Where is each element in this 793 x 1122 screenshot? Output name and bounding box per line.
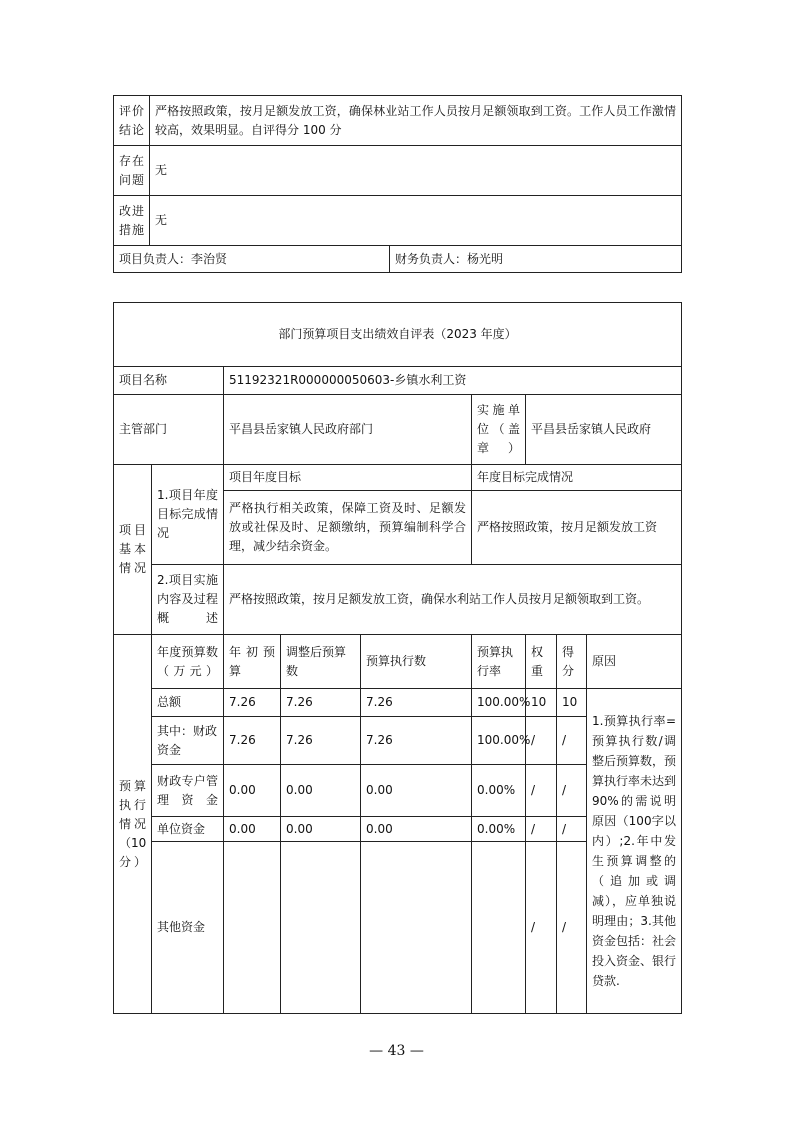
- finance-lead: 财务负责人：杨光明: [390, 246, 682, 273]
- row-executed: [361, 842, 472, 1014]
- row-initial: 0.00: [224, 765, 281, 817]
- issues-text: 无: [150, 146, 682, 196]
- goal-completion-header: 年度目标完成情况: [472, 465, 682, 491]
- row-rate: 100.00%: [472, 689, 526, 717]
- row-name: 单位资金: [152, 817, 224, 842]
- row-executed: 0.00: [361, 765, 472, 817]
- page-number: — 43 —: [369, 1043, 424, 1059]
- row-adjusted: 7.26: [281, 717, 361, 765]
- row-initial: 7.26: [224, 689, 281, 717]
- row-score: /: [557, 817, 587, 842]
- impl-unit: 平昌县岳家镇人民政府: [526, 395, 682, 465]
- performance-table: [113, 302, 682, 1014]
- row-initial: [224, 842, 281, 1014]
- row-weight: /: [526, 842, 557, 1014]
- initial-budget-header: 年初预算: [224, 635, 281, 689]
- score-header: 得分: [557, 635, 587, 689]
- dept-label: 主管部门: [114, 395, 224, 465]
- row-rate: 0.00%: [472, 817, 526, 842]
- row-name: 其他资金: [152, 842, 224, 1014]
- execution-rate-header: 预算执行率: [472, 635, 526, 689]
- row-adjusted: 0.00: [281, 817, 361, 842]
- eval-text: 严格按照政策，按月足额发放工资，确保林业站工作人员按月足额领取到工资。工作人员工作激情较高，效果明显。自评得分 100 分: [150, 96, 682, 146]
- issues-label: 存在问题: [114, 146, 150, 196]
- reason-header: 原因: [587, 635, 682, 689]
- row-weight: /: [526, 765, 557, 817]
- dept: 平昌县岳家镇人民政府部门: [224, 395, 472, 465]
- row-score: /: [557, 717, 587, 765]
- row-score: 10: [557, 689, 587, 717]
- row-weight: /: [526, 817, 557, 842]
- row-executed: 7.26: [361, 717, 472, 765]
- project-name: 51192321R000000050603-乡镇水利工资: [224, 367, 682, 395]
- row-executed: 0.00: [361, 817, 472, 842]
- annual-goal: 严格执行相关政策，保障工资及时、足额发放或社保及时、足额缴纳，预算编制科学合理，减少结余资金。: [224, 491, 472, 565]
- project-lead: 项目负责人：李治贤: [114, 246, 390, 273]
- impl-desc: 严格按照政策，按月足额发放工资，确保水利站工作人员按月足额领取到工资。: [224, 565, 682, 635]
- goal-section-label: 1.项目年度目标完成情况: [152, 465, 224, 565]
- row-weight: 10: [526, 689, 557, 717]
- improve-label: 改进措施: [114, 196, 150, 246]
- project-name-label: 项目名称: [114, 367, 224, 395]
- row-weight: /: [526, 717, 557, 765]
- row-rate: [472, 842, 526, 1014]
- weight-header: 权重: [526, 635, 557, 689]
- row-rate: 100.00%: [472, 717, 526, 765]
- row-initial: 7.26: [224, 717, 281, 765]
- table-title: 部门预算项目支出绩效自评表（2023 年度）: [114, 303, 682, 367]
- executed-budget-header: 预算执行数: [361, 635, 472, 689]
- adjusted-budget-header: 调整后预算数: [281, 635, 361, 689]
- improve-text: 无: [150, 196, 682, 246]
- eval-label: 评价结论: [114, 96, 150, 146]
- impl-section-label: 2.项目实施内容及过程概述: [152, 565, 224, 635]
- evaluation-table: [113, 95, 682, 273]
- row-adjusted: [281, 842, 361, 1014]
- row-adjusted: 0.00: [281, 765, 361, 817]
- row-adjusted: 7.26: [281, 689, 361, 717]
- row-name: 财政专户管理资金: [152, 765, 224, 817]
- row-name: 其中：财政资金: [152, 717, 224, 765]
- impl-unit-label: 实施单位（盖章）: [472, 395, 526, 465]
- row-initial: 0.00: [224, 817, 281, 842]
- row-score: /: [557, 842, 587, 1014]
- budget-amount-header: 年度预算数（万元）: [152, 635, 224, 689]
- row-rate: 0.00%: [472, 765, 526, 817]
- goal-completion: 严格按照政策，按月足额发放工资: [472, 491, 682, 565]
- annual-goal-header: 项目年度目标: [224, 465, 472, 491]
- budget-section-label: 预算执行情况（10分）: [114, 635, 152, 1014]
- row-executed: 7.26: [361, 689, 472, 717]
- row-name: 总额: [152, 689, 224, 717]
- reason-text: 1.预算执行率=预算执行数/调整后预算数，预算执行率未达到90%的需说明原因（100字以内）;2.年中发生预算调整的（追加或调减），应单独说明理由；3.其他资金包括：社会投入资金、银行贷款.: [587, 689, 682, 1014]
- basic-info-label: 项目基本情况: [114, 465, 152, 635]
- row-score: /: [557, 765, 587, 817]
